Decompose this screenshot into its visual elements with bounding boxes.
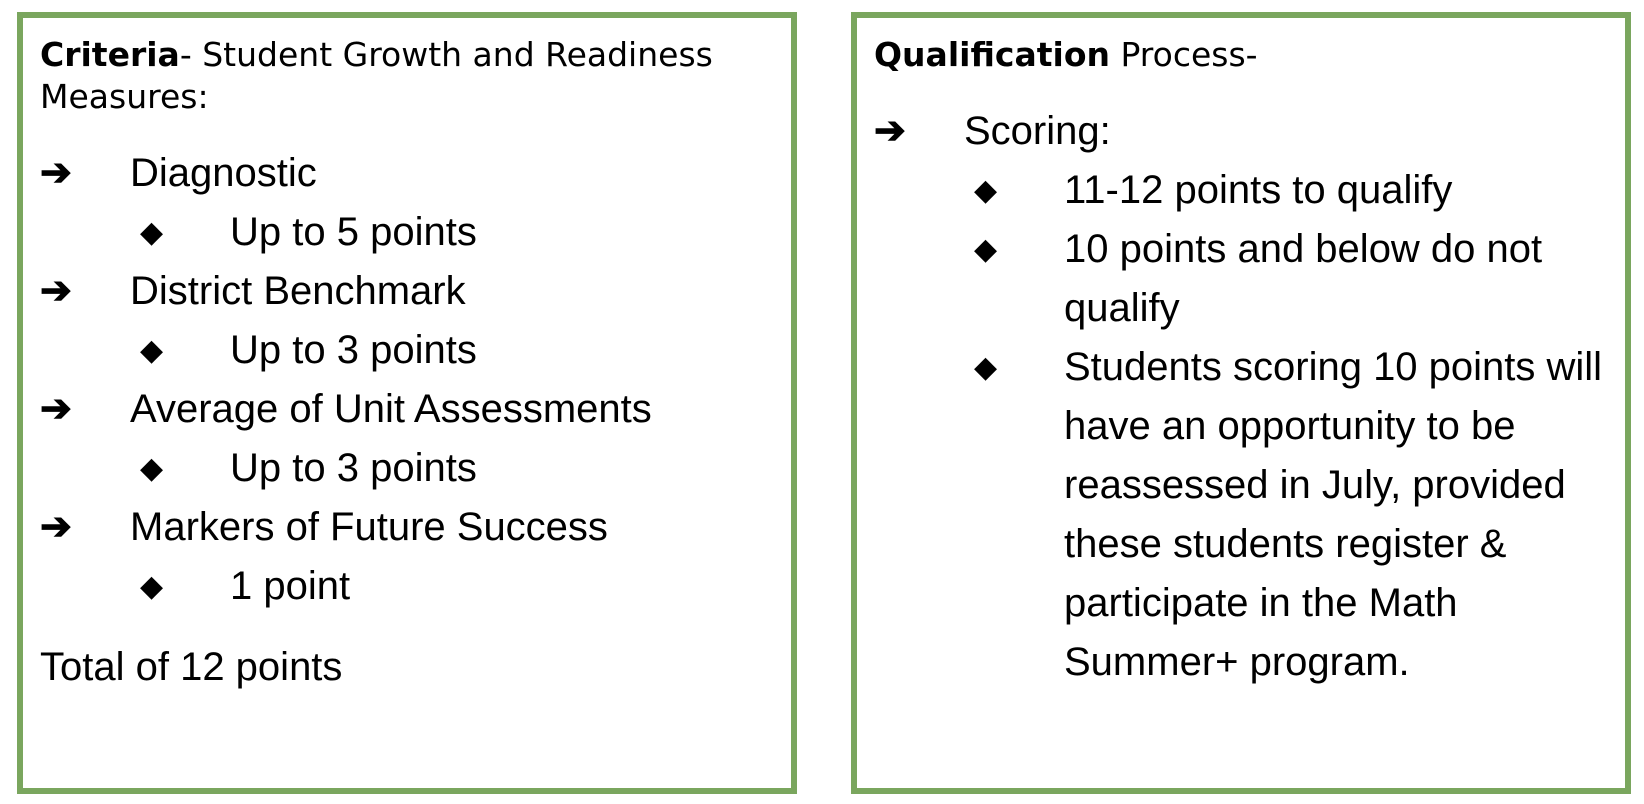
criteria-subitem xyxy=(40,557,652,616)
arrow-right-icon: ➔ xyxy=(40,506,72,548)
diamond-bullet-icon: ◆ xyxy=(140,570,164,603)
criteria-panel xyxy=(17,12,797,794)
arrow-right-icon: ➔ xyxy=(874,110,906,152)
criteria-heading xyxy=(40,34,760,118)
criteria-subitem xyxy=(40,321,652,380)
qualification-subitem xyxy=(874,220,1624,338)
criteria-item xyxy=(40,262,652,321)
criteria-item xyxy=(40,498,652,557)
diamond-bullet-icon: ◆ xyxy=(140,334,164,367)
criteria-subitem-label: Up to 3 points xyxy=(230,328,477,372)
criteria-item-label: Markers of Future Success xyxy=(130,505,608,549)
diamond-bullet-icon: ◆ xyxy=(974,233,998,266)
criteria-subitem-label: 1 point xyxy=(230,564,351,608)
qualification-subitem xyxy=(874,338,1624,692)
criteria-item xyxy=(40,380,652,439)
criteria-list xyxy=(40,144,652,616)
arrow-right-icon: ➔ xyxy=(40,388,72,430)
qualification-panel xyxy=(851,12,1631,794)
diamond-bullet-icon: ◆ xyxy=(974,174,998,207)
criteria-subitem-label: Up to 3 points xyxy=(230,446,477,490)
criteria-item-label: District Benchmark xyxy=(130,269,466,313)
diamond-bullet-icon: ◆ xyxy=(140,216,164,249)
arrow-right-icon: ➔ xyxy=(40,152,72,194)
qualification-heading xyxy=(874,34,1594,76)
qualification-subitem-label: 11-12 points to qualify xyxy=(1064,168,1453,212)
qualification-subitem-label: 10 points and below do not qualify xyxy=(1064,227,1543,330)
criteria-subitem xyxy=(40,439,652,498)
qualification-subitem-label: Students scoring 10 points will have an opportunity to be reassessed in July, provided these students register & participate in the Math Summer+ program. xyxy=(1064,345,1603,684)
qualification-list xyxy=(874,102,1624,692)
criteria-item-label: Diagnostic xyxy=(130,151,317,195)
qualification-item xyxy=(874,102,1624,161)
diamond-bullet-icon: ◆ xyxy=(974,351,998,384)
criteria-heading-bold: Criteria xyxy=(40,35,180,74)
diamond-bullet-icon: ◆ xyxy=(140,452,164,485)
qualification-subitem xyxy=(874,161,1624,220)
criteria-item-label: Average of Unit Assessments xyxy=(130,387,652,431)
criteria-item xyxy=(40,144,652,203)
criteria-total: Total of 12 points xyxy=(40,645,343,689)
criteria-subitem-label: Up to 5 points xyxy=(230,210,477,254)
criteria-subitem xyxy=(40,203,652,262)
qualification-heading-bold: Qualification xyxy=(874,35,1110,74)
qualification-item-label: Scoring: xyxy=(964,109,1111,153)
qualification-heading-rest: Process- xyxy=(1109,35,1258,74)
arrow-right-icon: ➔ xyxy=(40,270,72,312)
criteria-heading-rest: - Student Growth and Readiness Measures: xyxy=(40,35,713,116)
